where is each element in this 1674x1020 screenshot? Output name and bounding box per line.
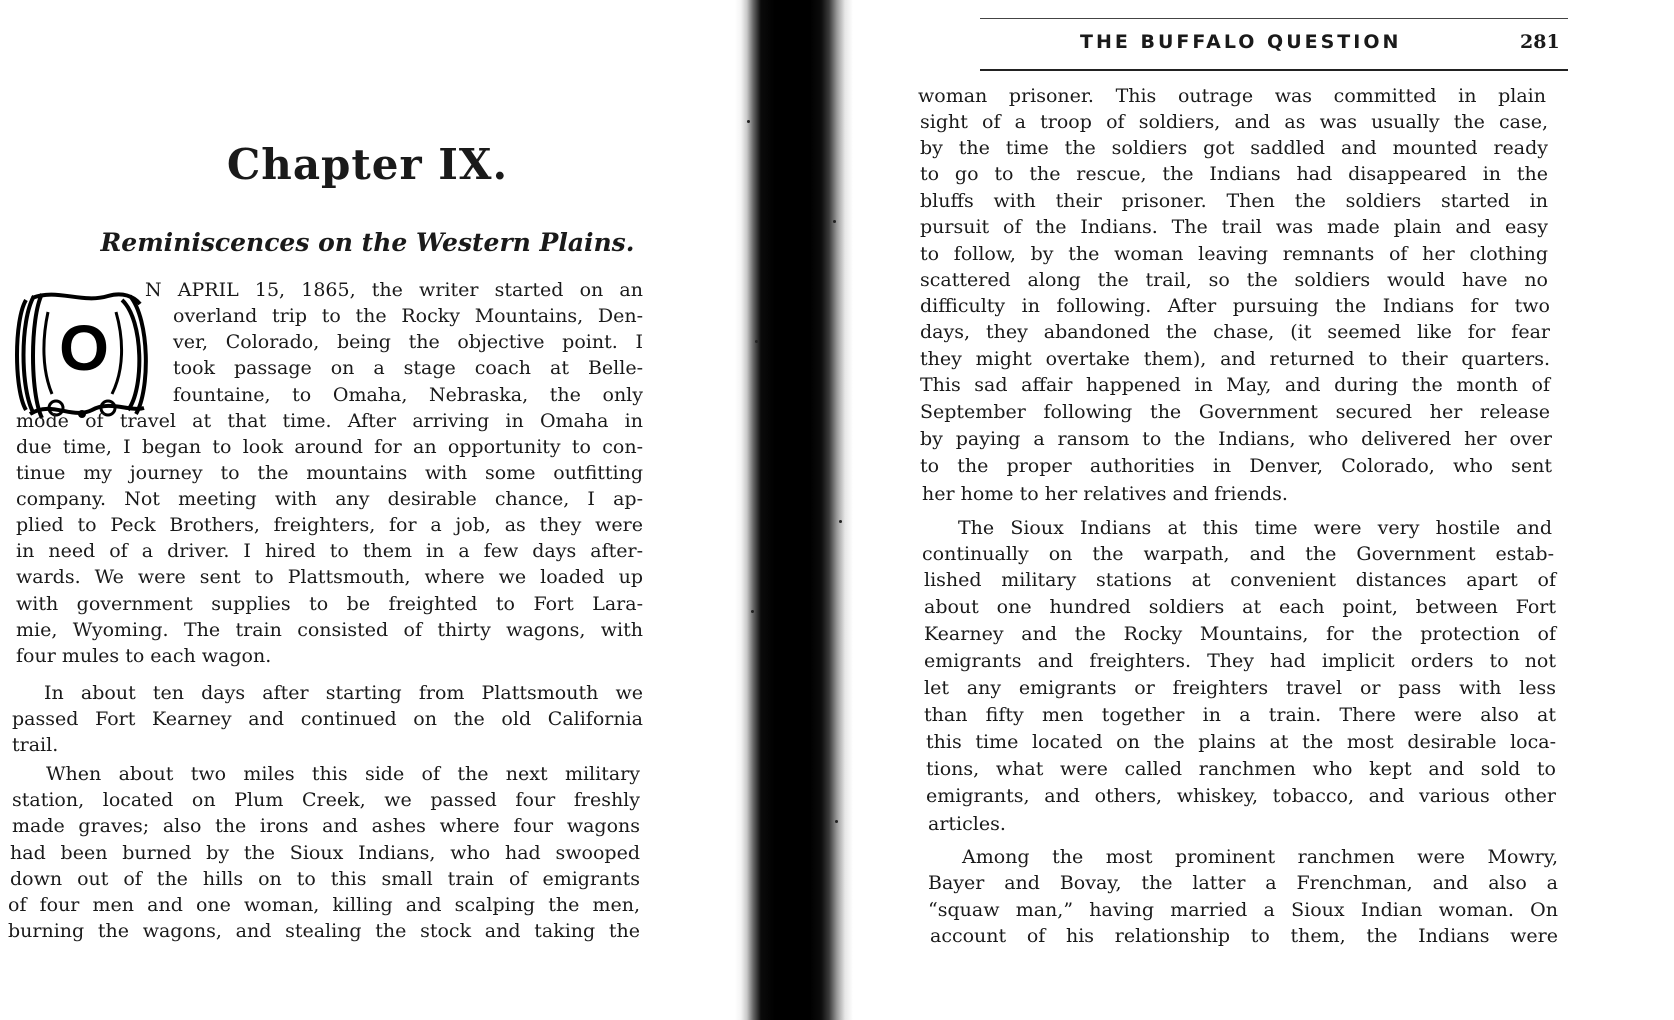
text-line: fountaine, to Omaha, Nebraska, the only [173,384,643,406]
drop-cap-ornament [12,290,152,422]
text-line: mie, Wyoming. The train consisted of thirty wagons, with [16,619,643,641]
text-line: When about two miles this side of the next military [46,763,640,785]
text-line: had been burned by the Sioux Indians, who had swooped [10,842,640,864]
chapter-subtitle: Reminiscences on the Western Plains. [100,228,635,257]
text-line: station, located on Plum Creek, we passed four freshly [12,789,640,811]
text-line: N APRIL 15, 1865, the writer started on an [145,279,643,301]
page-number: 281 [1520,31,1560,53]
text-line: trail. [12,734,59,756]
text-line: to go to the rescue, the Indians had disappeared in the [920,163,1548,185]
text-line: account of his relationship to them, the Indians were [930,925,1558,947]
text-line: about one hundred soldiers at each point, between Fort [924,596,1556,618]
text-line: September following the Government secured her release [920,401,1550,423]
text-line: by the time the soldiers got saddled and mounted ready [920,137,1548,159]
text-line: her home to her relatives and friends. [922,483,1288,505]
text-line: Kearney and the Rocky Mountains, for the protection of [924,623,1556,645]
text-line: to follow, by the woman leaving remnants of her clothing [920,243,1548,265]
text-line: made graves; also the irons and ashes where four wagons [12,815,640,837]
speck [747,120,750,123]
text-line: burning the wagons, and stealing the stock and taking the [8,920,640,942]
drop-cap-letter: O [59,312,109,384]
text-line: passed Fort Kearney and continued on the old California [12,708,643,730]
speck [839,520,842,523]
text-line: overland trip to the Rocky Mountains, Den- [173,305,643,327]
text-line: than fifty men together in a train. There were also at [924,704,1556,726]
text-line: pursuit of the Indians. The trail was made plain and easy [920,216,1548,238]
text-line: scattered along the trail, so the soldiers would have no [920,269,1548,291]
chapter-title: Chapter IX. [226,140,509,189]
running-head: THE BUFFALO QUESTION [1080,31,1402,53]
text-line: took passage on a stage coach at Belle- [173,357,643,379]
text-line: woman prisoner. This outrage was committed in plain [918,85,1546,107]
speck [833,220,836,223]
text-line: sight of a troop of soldiers, and as was usually the case, [920,111,1548,133]
text-line: mode of travel at that time. After arriving in Omaha in [16,410,643,432]
header-rule-bottom [980,69,1568,71]
text-line: emigrants, and others, whiskey, tobacco, and various other [926,785,1556,807]
text-line: let any emigrants or freighters travel or pass with less [924,677,1556,699]
speck [755,340,758,343]
text-line: to the proper authorities in Denver, Colorado, who sent [920,455,1552,477]
text-line: four mules to each wagon. [16,645,272,667]
text-line: company. Not meeting with any desirable chance, I ap- [16,488,643,510]
text-line: The Sioux Indians at this time were very hostile and [958,517,1552,539]
text-line: with government supplies to be freighted to Fort Lara- [16,593,643,615]
text-line: of four men and one woman, killing and scalping the men, [8,894,640,916]
left-page [0,0,735,1020]
text-line: down out of the hills on to this small train of emigrants [10,868,640,890]
text-line: articles. [928,813,1006,835]
text-line: “squaw man,” having married a Sioux Indian woman. On [928,899,1558,921]
text-line: due time, I began to look around for an opportunity to con- [16,436,643,458]
text-line: by paying a ransom to the Indians, who delivered her over [920,428,1552,450]
text-line: In about ten days after starting from Plattsmouth we [44,682,643,704]
text-line: they might overtake them), and returned to their quarters. [920,348,1550,370]
speck [751,610,754,613]
text-line: tions, what were called ranchmen who kept and sold to [926,758,1556,780]
text-line: bluffs with their prisoner. Then the soldiers started in [920,190,1548,212]
text-line: ver, Colorado, being the objective point. I [173,331,643,353]
book-gutter [735,0,935,1020]
text-line: this time located on the plains at the most desirable loca- [926,731,1556,753]
header-rule-top [980,18,1568,19]
text-line: Among the most prominent ranchmen were Mowry, [962,846,1558,868]
text-line: plied to Peck Brothers, freighters, for a job, as they were [16,514,643,536]
text-line: wards. We were sent to Plattsmouth, where we loaded up [16,566,643,588]
text-line: lished military stations at convenient distances apart of [924,569,1556,591]
text-line: continually on the warpath, and the Government estab- [922,543,1554,565]
text-line: This sad affair happened in May, and during the month of [920,374,1550,396]
text-line: in need of a driver. I hired to them in a few days after- [16,540,643,562]
text-line: days, they abandoned the chase, (it seemed like for fear [920,321,1550,343]
text-line: tinue my journey to the mountains with some outfitting [16,462,643,484]
text-line: Bayer and Bovay, the latter a Frenchman, and also a [928,872,1558,894]
speck [835,820,838,823]
text-line: difficulty in following. After pursuing the Indians for two [920,295,1550,317]
text-line: emigrants and freighters. They had implicit orders to not [924,650,1556,672]
